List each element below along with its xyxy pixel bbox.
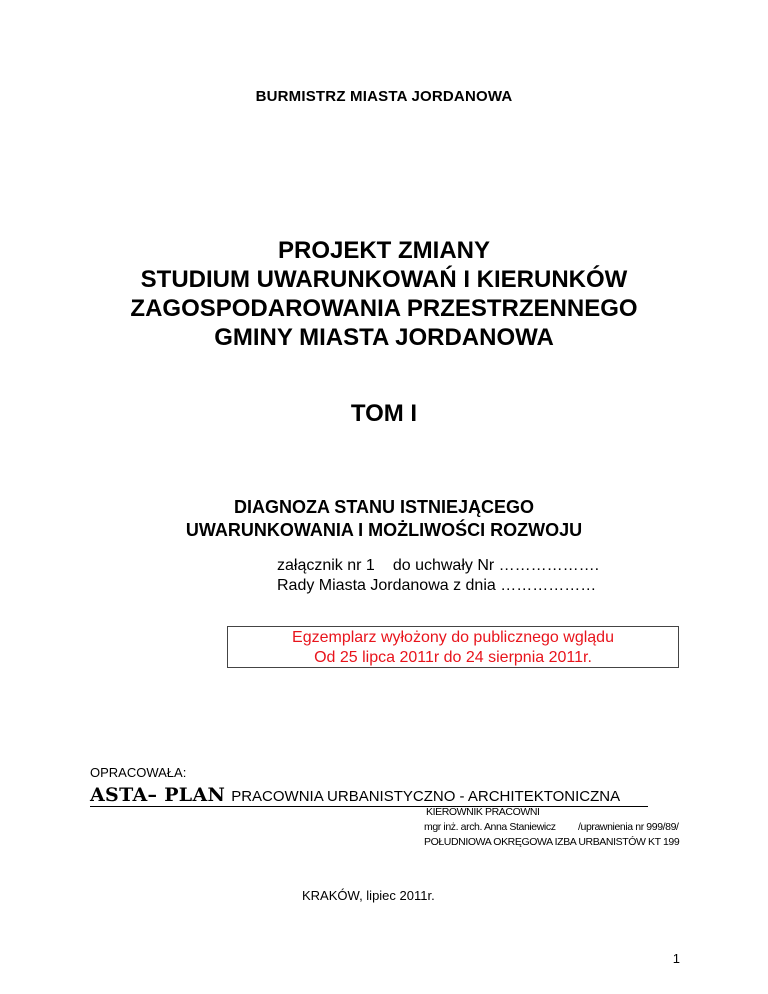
firm-logo: ASTA– PLAN xyxy=(90,784,226,806)
firm-underline xyxy=(90,806,648,807)
page-number: 1 xyxy=(672,951,680,966)
public-display-notice xyxy=(227,626,679,668)
document-title xyxy=(0,236,768,352)
manager-name: mgr inż. arch. Anna Staniewicz xyxy=(424,821,556,833)
firm-description: PRACOWNIA URBANISTYCZNO - ARCHITEKTONICZNA xyxy=(231,788,621,805)
diagnosis-line: DIAGNOZA STANU ISTNIEJĄCEGO xyxy=(233,497,534,517)
title-line: STUDIUM UWARUNKOWAŃ I KIERUNKÓW xyxy=(140,266,628,293)
diagnosis-heading xyxy=(0,496,768,542)
notice-line: Egzemplarz wyłożony do publicznego wglądu xyxy=(292,629,614,646)
manager-title: KIEROWNIK PRACOWNI xyxy=(426,806,540,818)
urban-chamber: POŁUDNIOWA OKRĘGOWA IZBA URBANISTÓW KT 199 xyxy=(424,836,680,848)
place-date: KRAKÓW, lipiec 2011r. xyxy=(302,888,435,903)
attachment-number: załącznik nr 1 xyxy=(277,557,375,574)
title-line: GMINY MIASTA JORDANOWA xyxy=(214,324,554,351)
manager-license: /uprawnienia nr 999/89/ xyxy=(578,821,679,833)
resolution-number: do uchwały Nr ………………. xyxy=(392,557,600,574)
attachment-line-1 xyxy=(277,556,599,576)
title-line: PROJEKT ZMIANY xyxy=(277,237,490,264)
diagnosis-line: UWARUNKOWANIA I MOŻLIWOŚCI ROZWOJU xyxy=(185,520,583,540)
firm-line xyxy=(90,784,620,806)
header-authority: BURMISTRZ MIASTA JORDANOWA xyxy=(255,88,513,105)
volume-label: TOM I xyxy=(350,400,418,427)
title-line: ZAGOSPODAROWANIA PRZESTRZENNEGO xyxy=(130,295,638,322)
attachment-line-2: Rady Miasta Jordanowa z dnia ……………… xyxy=(277,577,597,594)
attachment-note xyxy=(277,556,599,596)
prepared-by-label: OPRACOWAŁA: xyxy=(90,765,187,780)
notice-line: Od 25 lipca 2011r do 24 sierpnia 2011r. xyxy=(314,649,592,666)
